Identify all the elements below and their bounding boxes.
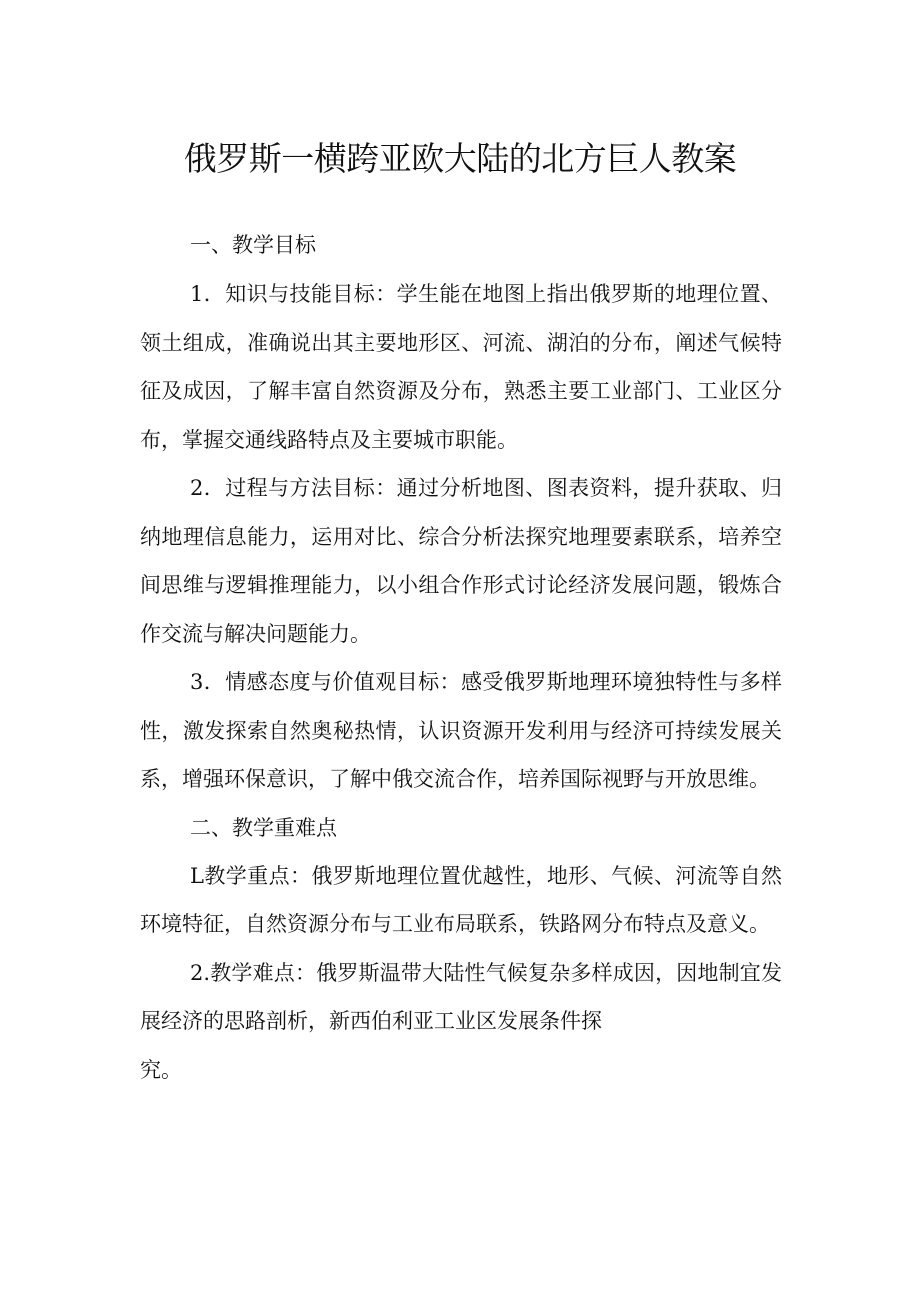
document-title: 俄罗斯一横跨亚欧大陆的北方巨人教案	[183, 139, 737, 178]
difficult-point-tail: 究。	[140, 1057, 182, 1082]
section-heading-key-points: 二、教学重难点	[190, 815, 337, 840]
objective-process-paragraph: 2．过程与方法目标：通过分析地图、图表资料，提升获取、归纳地理信息能力，运用对比、综合分析法探究地理要素联系，培养空间思维与逻辑推理能力，以小组合作形式讨论经济发展问题，锻炼合作交流与解决问题能力。	[140, 476, 782, 646]
difficult-point-text: 2.教学难点：俄罗斯温带大陆性气候复杂多样成因，因地制宜发展经济的思路剖析，新西伯利亚工业区发展条件探	[140, 960, 782, 1033]
section-heading-objectives: 一、教学目标	[190, 233, 316, 257]
document-body	[140, 221, 782, 1094]
difficult-point-paragraph	[140, 949, 782, 1095]
key-point-paragraph: L教学重点：俄罗斯地理位置优越性，地形、气候、河流等自然环境特征，自然资源分布与工业布局联系，铁路网分布特点及意义。	[140, 863, 782, 936]
objective-knowledge-paragraph: 1．知识与技能目标：学生能在地图上指出俄罗斯的地理位置、领土组成，准确说出其主要地形区、河流、湖泊的分布，阐述气候特征及成因，了解丰富自然资源及分布，熟悉主要工业部门、工业区分布，掌握交通线路特点及主要城市职能。	[140, 282, 782, 452]
objective-emotion-paragraph: 3．情感态度与价值观目标：感受俄罗斯地理环境独特性与多样性，激发探索自然奥秘热情，认识资源开发利用与经济可持续发展关系，增强环保意识，了解中俄交流合作，培养国际视野与开放思维。	[140, 670, 782, 791]
